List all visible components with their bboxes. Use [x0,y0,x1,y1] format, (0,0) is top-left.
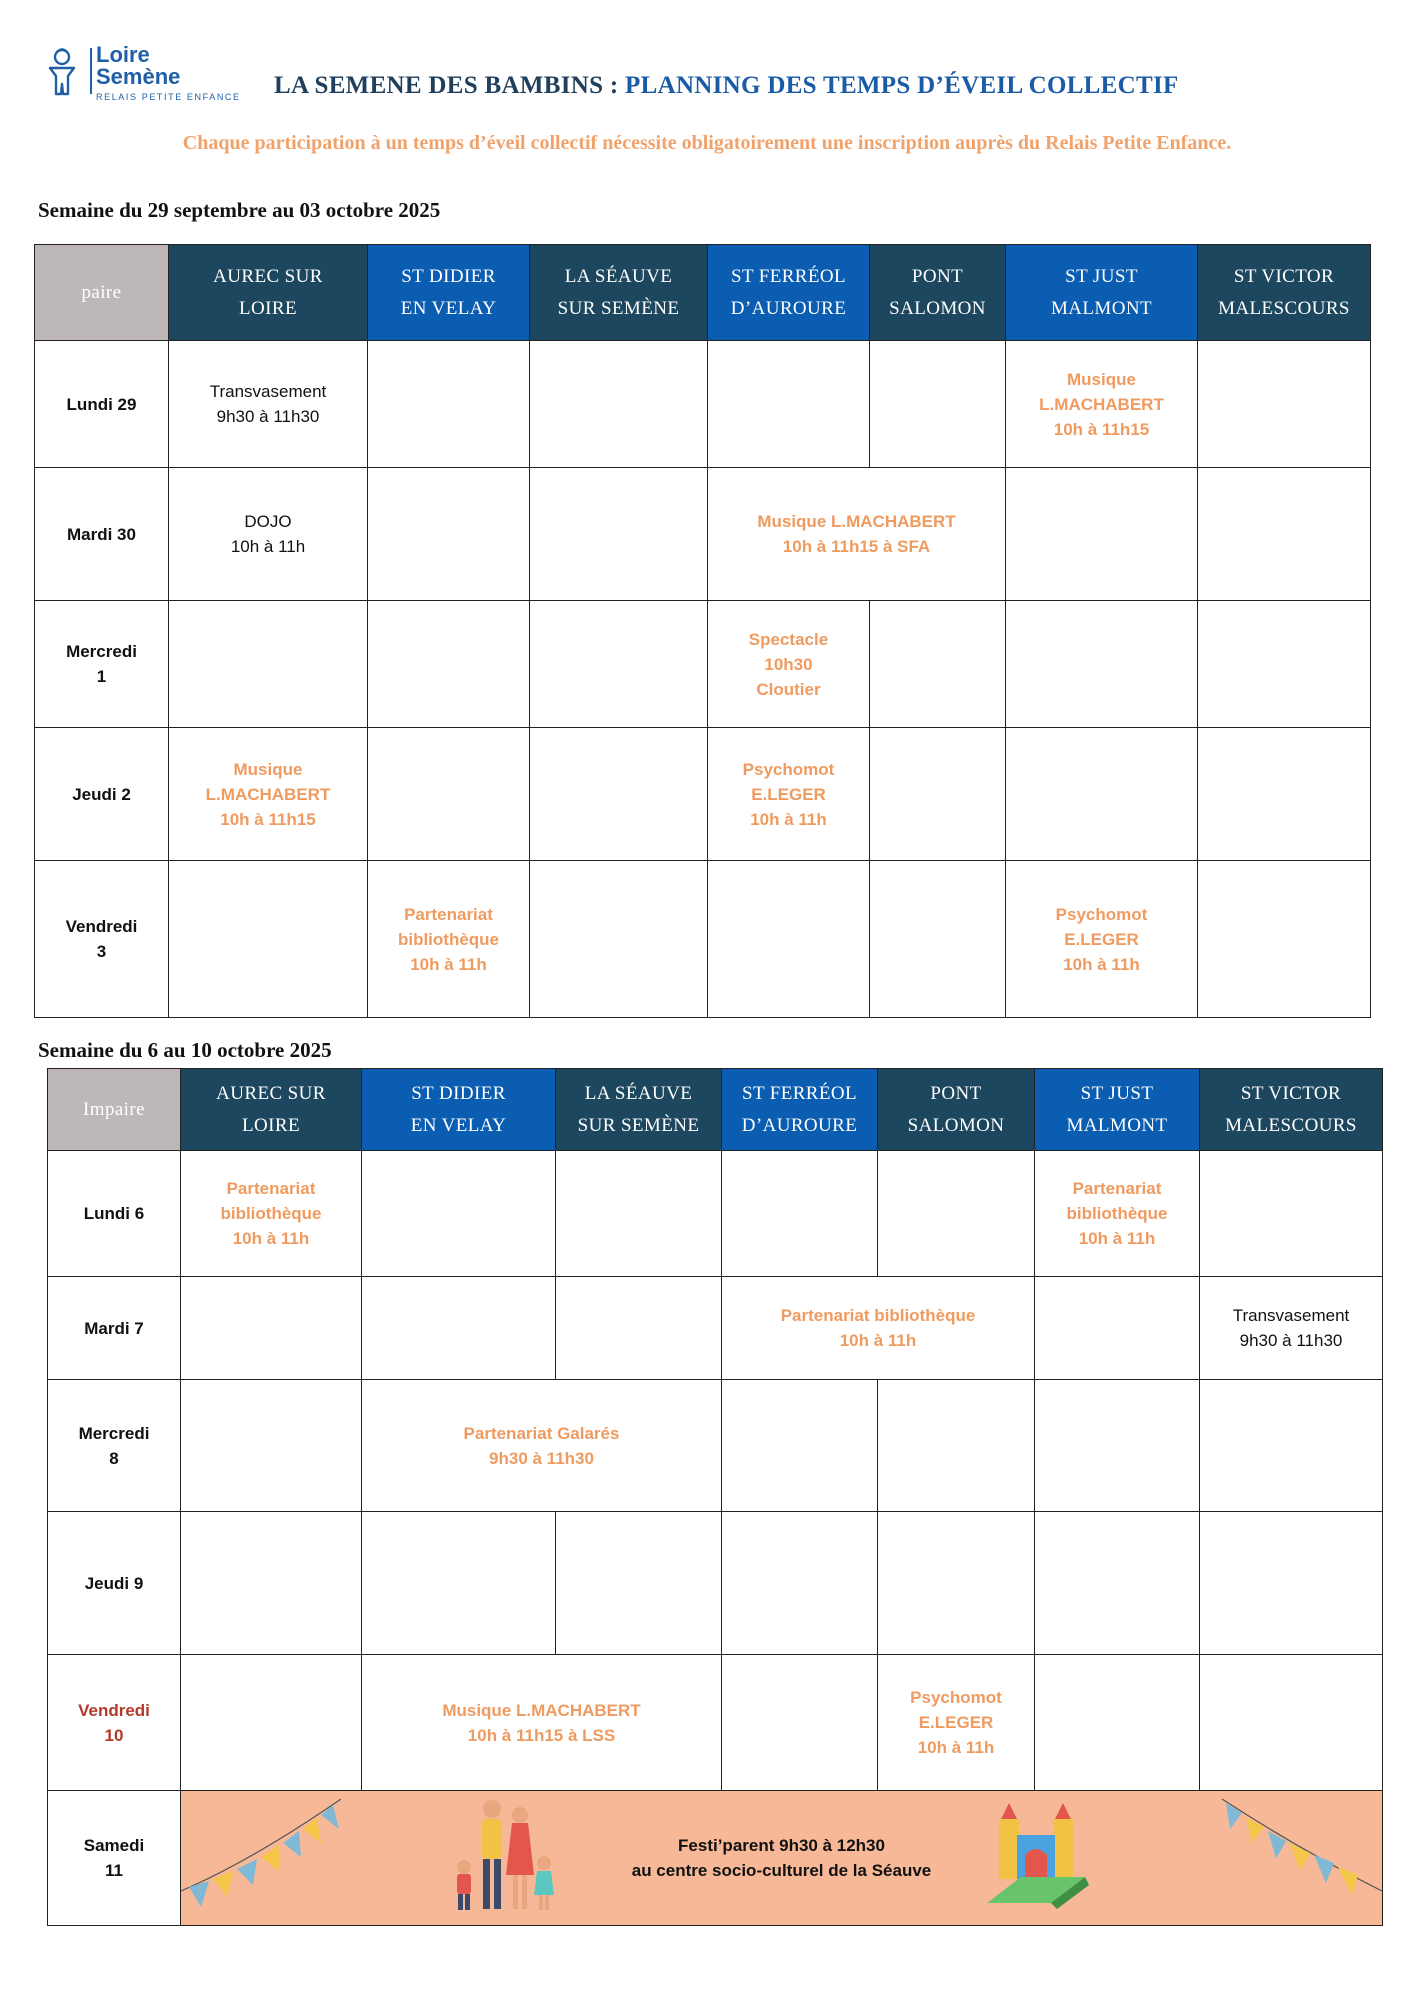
festiparent-banner [181,1791,1383,1926]
col-st-victor: ST VICTOR MALESCOURS [1200,1069,1383,1151]
col-st-didier: ST DIDIER EN VELAY [368,245,530,341]
week2-corner: Impaire [48,1069,181,1151]
col-st-ferreol: ST FERRÉOL D’AUROURE [708,245,870,341]
logo-line1: Loire [96,42,150,67]
table-row [48,1512,1383,1655]
week1-table [34,244,1371,1018]
event-cell: Musique L.MACHABERT 10h à 11h15 [169,728,368,861]
day-cell: Mardi 30 [35,468,169,601]
day-cell: Lundi 29 [35,341,169,468]
table-row [48,1655,1383,1791]
table-row [35,601,1371,728]
logo-line3: RELAIS PETITE ENFANCE [96,92,241,102]
col-st-didier: ST DIDIER EN VELAY [362,1069,556,1151]
page-title [274,72,1179,100]
day-cell: Samedi 11 [48,1791,181,1926]
day-cell: Vendredi 3 [35,861,169,1018]
registration-notice: Chaque participation à un temps d’éveil collectif nécessite obligatoirement une inscription auprès du Relais Petite Enfance. [182,132,1232,154]
table-row [48,1151,1383,1277]
event-cell: Musique L.MACHABERT 10h à 11h15 à LSS [362,1655,722,1791]
event-cell: Spectacle 10h30 Cloutier [708,601,870,728]
event-cell: Musique L.MACHABERT 10h à 11h15 à SFA [708,468,1006,601]
event-cell: Transvasement 9h30 à 11h30 [169,341,368,468]
table-row [35,861,1371,1018]
col-aurec: AUREC SUR LOIRE [169,245,368,341]
col-st-just: ST JUST MALMONT [1035,1069,1200,1151]
day-cell: Jeudi 2 [35,728,169,861]
day-cell: Lundi 6 [48,1151,181,1277]
col-la-seauve: LA SÉAUVE SUR SEMÈNE [556,1069,722,1151]
day-cell: Jeudi 9 [48,1512,181,1655]
logo-divider [90,48,92,94]
col-pont-salomon: PONT SALOMON [878,1069,1035,1151]
child-figure-icon [44,48,80,98]
title-part2: PLANNING DES TEMPS D’ÉVEIL COLLECTIF [625,72,1179,99]
event-cell: DOJO 10h à 11h [169,468,368,601]
col-st-ferreol: ST FERRÉOL D’AUROURE [722,1069,878,1151]
table-row [35,728,1371,861]
week1-corner: paire [35,245,169,341]
week1-heading: Semaine du 29 septembre au 03 octobre 2025 [38,198,441,222]
event-cell: Musique L.MACHABERT 10h à 11h15 [1006,341,1198,468]
title-part1: LA SEMENE DES BAMBINS : [274,72,619,99]
event-cell: Partenariat bibliothèque 10h à 11h [181,1151,362,1277]
day-cell: Mercredi 1 [35,601,169,728]
week2-header-row [48,1069,1383,1151]
col-st-victor: ST VICTOR MALESCOURS [1198,245,1371,341]
table-row [48,1791,1383,1926]
col-pont-salomon: PONT SALOMON [870,245,1006,341]
event-cell: Transvasement 9h30 à 11h30 [1200,1277,1383,1380]
col-st-just: ST JUST MALMONT [1006,245,1198,341]
day-cell: Mardi 7 [48,1277,181,1380]
week2-heading: Semaine du 6 au 10 octobre 2025 [38,1038,332,1062]
col-la-seauve: LA SÉAUVE SUR SEMÈNE [530,245,708,341]
event-cell: Psychomot E.LEGER 10h à 11h [878,1655,1035,1791]
festiparent-line2: au centre socio-culturel de la Séauve [631,1861,932,1880]
week1-header-row [35,245,1371,341]
event-cell: Psychomot E.LEGER 10h à 11h [1006,861,1198,1018]
day-cell: Vendredi 10 [48,1655,181,1791]
col-aurec: AUREC SUR LOIRE [181,1069,362,1151]
table-row [35,341,1371,468]
festiparent-line1: Festi’parent 9h30 à 12h30 [678,1836,885,1855]
week2-table [47,1068,1383,1926]
event-cell: Partenariat bibliothèque 10h à 11h [722,1277,1035,1380]
table-row [48,1277,1383,1380]
logo [40,44,250,106]
logo-line2: Semène [96,64,181,89]
event-cell: Partenariat Galarés 9h30 à 11h30 [362,1380,722,1512]
event-cell: Partenariat bibliothèque 10h à 11h [368,861,530,1018]
event-cell: Partenariat bibliothèque 10h à 11h [1035,1151,1200,1277]
table-row [48,1380,1383,1512]
table-row [35,468,1371,601]
day-cell: Mercredi 8 [48,1380,181,1512]
event-cell: Psychomot E.LEGER 10h à 11h [708,728,870,861]
